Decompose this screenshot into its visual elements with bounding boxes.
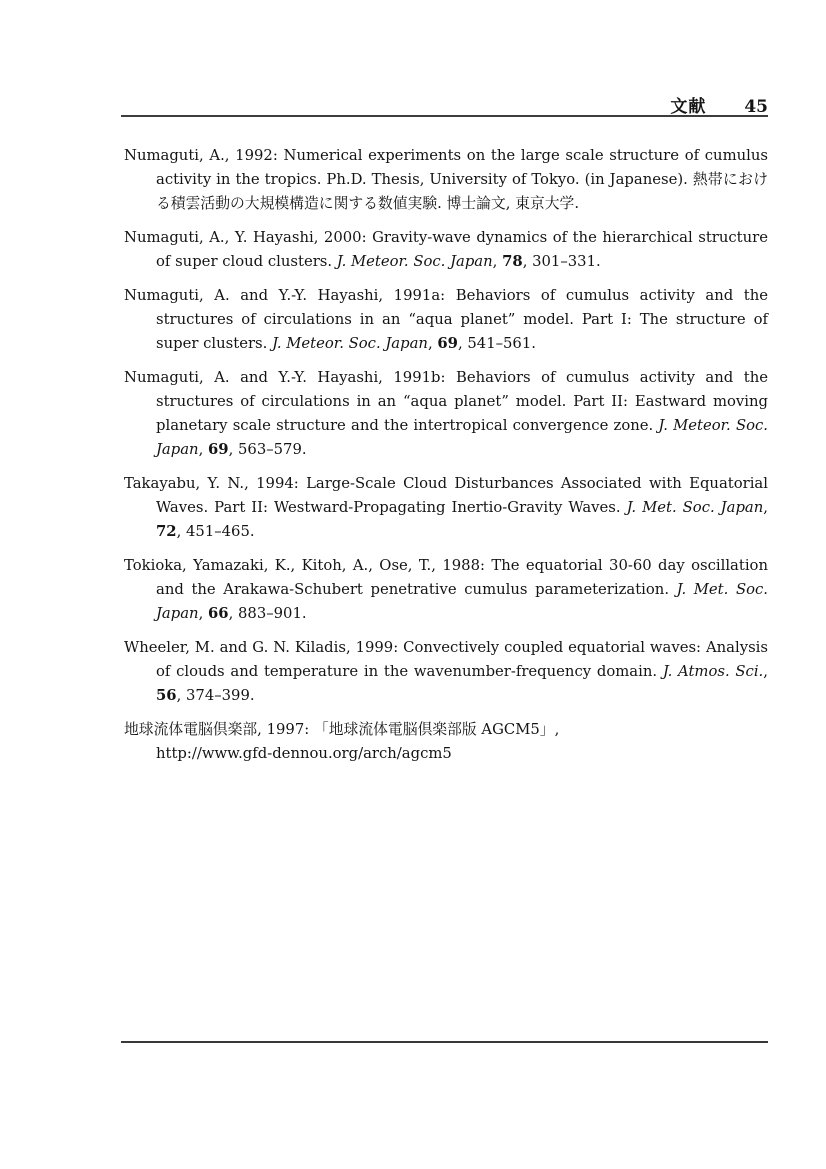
reference-text: 地球流体電脳倶楽部, 1997: 「地球流体電脳倶楽部版 AGCM5」, [124,721,560,738]
volume-number: 78 [502,253,523,270]
volume-number: 66 [208,605,229,622]
reference-text: , [763,663,768,680]
reference-item [124,718,768,766]
reference-item [124,636,768,708]
volume-number: 69 [437,335,458,352]
reference-text: , 451–465. [176,523,255,540]
reference-item [124,226,768,274]
reference-text: , [427,335,438,352]
reference-text: Wheeler, M. and G. N. Kiladis, 1999: Convectively coupled equatorial waves: Analysis of clouds and temperature in the wavenumber-frequency domain. [124,639,768,680]
page-content [124,0,768,776]
reference-text: , [763,499,768,516]
reference-text: , 541–561. [457,335,536,352]
reference-item [124,144,768,216]
reference-text: , [198,605,208,622]
footer-rule [121,1041,768,1043]
reference-text: Tokioka, Yamazaki, K., Kitoh, A., Ose, T., 1988: The equatorial 30-60 day oscillation and the Arakawa-Schubert penetrative cumulus parameterization. [124,557,768,598]
reference-item [124,472,768,544]
header-page-number: 45 [744,97,768,117]
journal-name: J. Met. Soc. Japan [156,581,768,622]
header-section-title: 文献 [670,97,707,117]
journal-name: J. Meteor. Soc. Japan [156,417,768,458]
volume-number: 72 [156,523,177,540]
page-header [124,0,768,117]
reference-text: , [198,441,208,458]
reference-text: , 374–399. [176,687,255,704]
reference-list [124,144,768,766]
volume-number: 56 [156,687,177,704]
reference-text: Numaguti, A. and Y.-Y. Hayashi, 1991a: Behaviors of cumulus activity and the structures of circulations in an “aqua planet” model. Part I: The structure of super clusters. [124,287,768,352]
journal-name: J. Met. Soc. Japan [626,499,764,516]
reference-text: Numaguti, A., 1992: Numerical experiments on the large scale structure of cumulus activity in the tropics. Ph.D. Thesis, University of Tokyo. (in Japanese). 熱帯における積雲活動の大規模構造に関する数値実験. 博士論文, 東京大学. [124,147,768,212]
reference-text: , 883–901. [228,605,307,622]
journal-name: J. Meteor. Soc. Japan [272,335,428,352]
reference-item [124,366,768,462]
reference-text: , 563–579. [228,441,307,458]
journal-name: J. Meteor. Soc. Japan [336,253,493,270]
volume-number: 69 [208,441,229,458]
reference-text: , 301–331. [522,253,601,270]
reference-item [124,284,768,356]
reference-text: http://www.gfd-dennou.org/arch/agcm5 [156,745,452,762]
journal-name: J. Atmos. Sci. [662,663,764,680]
reference-text: , [492,253,503,270]
reference-text: Numaguti, A. and Y.-Y. Hayashi, 1991b: Behaviors of cumulus activity and the structures of circulations in an “aqua planet” model. Part II: Eastward moving planetary scale structure and the intertropical convergence zone. [124,369,768,434]
reference-item [124,554,768,626]
reference-text: Takayabu, Y. N., 1994: Large-Scale Cloud Disturbances Associated with Equatorial Waves. Part II: Westward-Propagating Inertio-Gravity Waves. [124,475,768,516]
reference-text: Numaguti, A., Y. Hayashi, 2000: Gravity-wave dynamics of the hierarchical structure of super cloud clusters. [124,229,768,270]
